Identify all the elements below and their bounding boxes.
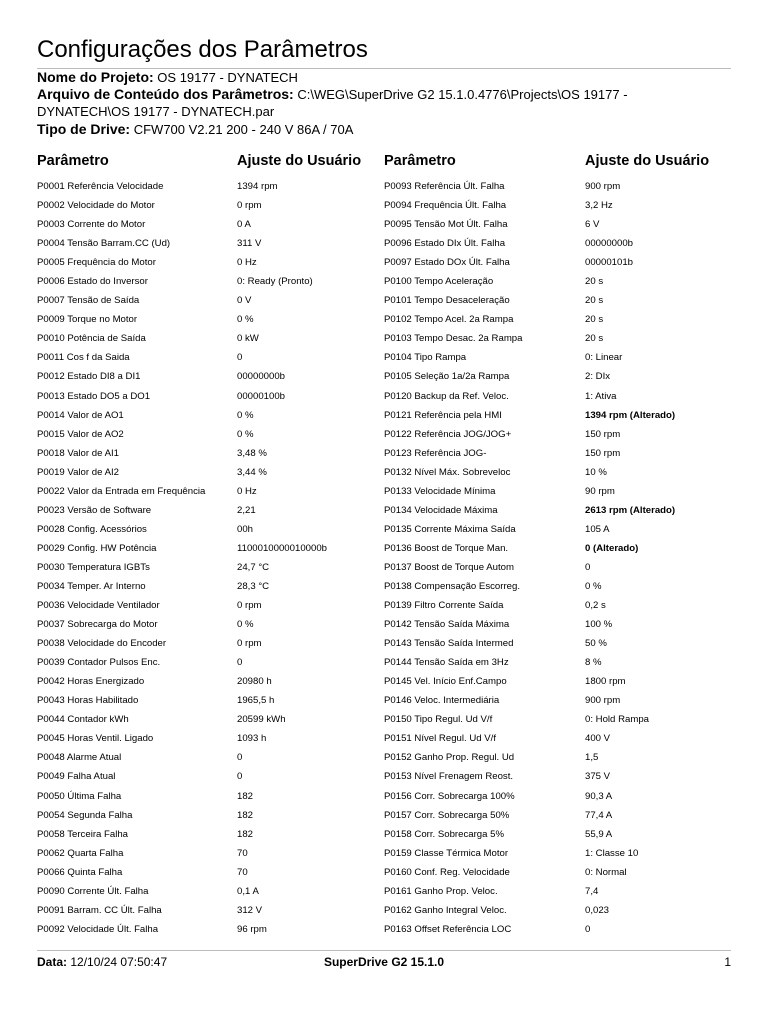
parameter-row: [37, 463, 383, 482]
parameter-value: 0 rpm: [237, 200, 262, 212]
parameter-row: [384, 310, 730, 329]
parameter-name: P0062 Quarta Falha: [37, 847, 124, 859]
parameter-value: 100 %: [585, 619, 613, 631]
parameter-row: [384, 901, 730, 920]
parameter-value: 1394 rpm (Alterado): [585, 409, 676, 421]
parameter-row: [384, 672, 730, 691]
parameter-value: 0: [237, 752, 243, 764]
column-header: [37, 153, 383, 173]
parameter-row: [384, 748, 730, 767]
parameter-value: 24,7 °C: [237, 561, 270, 573]
parameter-value: 6 V: [585, 219, 600, 231]
parameter-value: 0 rpm: [237, 600, 262, 612]
parameter-row: [384, 844, 730, 863]
file-value-line2: DYNATECH\OS 19177 - DYNATECH.par: [37, 104, 275, 119]
parameter-value: 0 %: [237, 314, 254, 326]
parameter-name: P0097 Estado DOx Últ. Falha: [384, 257, 510, 269]
parameter-row: [384, 196, 730, 215]
parameter-value: 150 rpm: [585, 447, 621, 459]
parameter-row: [384, 653, 730, 672]
parameter-name: P0006 Estado do Inversor: [37, 276, 148, 288]
footer-page-number: 1: [724, 955, 731, 969]
header-user-setting: Ajuste do Usuário: [237, 153, 362, 169]
parameter-column-left: [37, 153, 383, 939]
parameter-name: P0012 Estado DI8 a DI1: [37, 371, 141, 383]
parameter-row: [37, 329, 383, 348]
parameter-name: P0045 Horas Ventil. Ligado: [37, 733, 154, 745]
page-title: Configurações dos Parâmetros: [37, 36, 368, 63]
parameter-value: 00000101b: [585, 257, 634, 269]
parameter-value: 0 kW: [237, 333, 259, 345]
parameter-row: [384, 520, 730, 539]
parameter-name: P0151 Nível Regul. Ud V/f: [384, 733, 496, 745]
parameter-row: [37, 672, 383, 691]
footer: [37, 955, 731, 975]
parameter-row: [37, 577, 383, 596]
parameter-name: P0050 Última Falha: [37, 790, 122, 802]
parameter-name: P0162 Ganho Integral Veloc.: [384, 904, 507, 916]
parameter-row: [37, 310, 383, 329]
parameter-name: P0094 Frequência Últ. Falha: [384, 200, 507, 212]
parameter-name: P0090 Corrente Últ. Falha: [37, 885, 149, 897]
parameter-name: P0093 Referência Últ. Falha: [384, 181, 505, 192]
parameter-row: [37, 825, 383, 844]
parameter-value: 0 %: [237, 428, 254, 440]
parameter-value: 0 Hz: [237, 485, 257, 497]
parameter-name: P0133 Velocidade Mínima: [384, 485, 496, 497]
parameter-value: 900 rpm: [585, 695, 621, 707]
parameter-name: P0029 Config. HW Potência: [37, 542, 157, 554]
parameter-value: 0 rpm: [237, 638, 262, 650]
parameter-value: 10 %: [585, 466, 607, 478]
bottom-divider: [37, 950, 731, 951]
parameter-name: P0096 Estado DIx Últ. Falha: [384, 238, 506, 250]
parameter-row: [37, 901, 383, 920]
parameter-rows-left: [37, 177, 383, 939]
parameter-value: 900 rpm: [585, 181, 621, 192]
parameter-value: 90,3 A: [585, 790, 613, 802]
parameter-name: P0039 Contador Pulsos Enc.: [37, 657, 161, 669]
parameter-row: [384, 348, 730, 367]
parameter-name: P0138 Compensação Escorreg.: [384, 580, 520, 592]
parameter-name: P0144 Tensão Saída em 3Hz: [384, 657, 509, 669]
parameter-value: 0: [585, 561, 591, 573]
parameter-name: P0004 Tensão Barram.CC (Ud): [37, 238, 171, 250]
parameter-value: 7,4: [585, 885, 599, 897]
parameter-row: [37, 177, 383, 196]
parameter-value: 182: [237, 828, 254, 840]
parameter-value: 0: Normal: [585, 866, 627, 878]
parameter-value: 375 V: [585, 771, 611, 783]
parameter-row: [384, 425, 730, 444]
parameter-row: [37, 787, 383, 806]
parameter-row: [37, 215, 383, 234]
parameter-name: P0160 Conf. Reg. Velocidade: [384, 866, 510, 878]
parameter-row: [37, 615, 383, 634]
parameter-name: P0105 Seleção 1a/2a Rampa: [384, 371, 510, 383]
parameter-value: 0 %: [585, 580, 602, 592]
parameter-row: [37, 444, 383, 463]
parameter-row: [37, 425, 383, 444]
file-line: [37, 86, 731, 120]
parameter-name: P0049 Falha Atual: [37, 771, 116, 783]
parameter-rows-right: [384, 177, 730, 939]
parameter-row: [384, 272, 730, 291]
parameter-value: 20 s: [585, 314, 604, 326]
parameter-row: [384, 177, 730, 196]
parameter-value: 312 V: [237, 904, 263, 916]
parameter-value: 1100010000010000b: [237, 542, 327, 554]
parameter-value: 0: [585, 923, 591, 935]
parameter-value: 400 V: [585, 733, 611, 745]
parameter-value: 0,1 A: [237, 885, 259, 897]
parameter-value: 0 A: [237, 219, 251, 231]
parameter-name: P0139 Filtro Corrente Saída: [384, 600, 504, 612]
parameter-name: P0123 Referência JOG-: [384, 447, 487, 459]
file-value-line1: C:\WEG\SuperDrive G2 15.1.0.4776\Projects\OS 19177 -: [297, 87, 628, 102]
parameter-value: 3,48 %: [237, 447, 267, 459]
parameter-row: [384, 634, 730, 653]
parameter-row: [384, 558, 730, 577]
parameter-row: [37, 539, 383, 558]
parameter-row: [37, 501, 383, 520]
parameter-name: P0092 Velocidade Últ. Falha: [37, 923, 159, 935]
parameter-value: 0 (Alterado): [585, 542, 639, 554]
parameter-name: P0013 Estado DO5 a DO1: [37, 390, 151, 402]
parameter-row: [384, 463, 730, 482]
parameter-name: P0134 Velocidade Máxima: [384, 504, 498, 516]
parameter-name: P0003 Corrente do Motor: [37, 219, 146, 231]
parameter-value: 20980 h: [237, 676, 272, 688]
parameter-name: P0150 Tipo Regul. Ud V/f: [384, 714, 493, 726]
parameter-row: [384, 234, 730, 253]
parameter-row: [37, 272, 383, 291]
parameter-row: [37, 253, 383, 272]
footer-date-value: 12/10/24 07:50:47: [70, 955, 168, 969]
parameter-name: P0002 Velocidade do Motor: [37, 200, 155, 212]
parameter-value: 1,5: [585, 752, 599, 764]
parameter-row: [37, 729, 383, 748]
header-parameter: Parâmetro: [384, 153, 456, 169]
parameter-row: [37, 196, 383, 215]
parameter-name: P0132 Nível Máx. Sobreveloc: [384, 466, 511, 478]
parameter-value: 00h: [237, 523, 254, 535]
parameter-value: 2613 rpm (Alterado): [585, 504, 676, 516]
parameter-row: [37, 348, 383, 367]
parameter-value: 0: Hold Rampa: [585, 714, 649, 726]
parameter-name: P0015 Valor de AO2: [37, 428, 124, 440]
header-parameter: Parâmetro: [37, 153, 109, 169]
parameter-row: [37, 767, 383, 786]
parameter-row: [384, 577, 730, 596]
column-header: [384, 153, 730, 173]
drive-value: CFW700 V2.21 200 - 240 V 86A / 70A: [133, 122, 354, 137]
parameter-row: [37, 406, 383, 425]
parameter-value: 2: DIx: [585, 371, 611, 383]
parameter-row: [384, 882, 730, 901]
parameter-name: P0058 Terceira Falha: [37, 828, 129, 840]
parameter-value: 182: [237, 809, 254, 821]
parameter-name: P0037 Sobrecarga do Motor: [37, 619, 158, 631]
parameter-name: P0044 Contador kWh: [37, 714, 129, 726]
parameter-row: [384, 482, 730, 501]
parameter-value: 77,4 A: [585, 809, 613, 821]
parameter-name: P0001 Referência Velocidade: [37, 181, 164, 192]
parameter-row: [384, 863, 730, 882]
parameter-value: 0: Ready (Pronto): [237, 276, 313, 288]
parameter-row: [384, 806, 730, 825]
parameter-name: P0103 Tempo Desac. 2a Rampa: [384, 333, 523, 345]
parameter-name: P0036 Velocidade Ventilador: [37, 600, 160, 612]
parameter-name: P0153 Nível Frenagem Reost.: [384, 771, 514, 783]
parameter-name: P0142 Tensão Saída Máxima: [384, 619, 510, 631]
parameter-row: [37, 806, 383, 825]
parameter-name: P0122 Referência JOG/JOG+: [384, 428, 512, 440]
parameter-row: [384, 253, 730, 272]
parameter-value: 20 s: [585, 333, 604, 345]
parameter-value: 182: [237, 790, 254, 802]
parameter-value: 2,21: [237, 504, 256, 516]
parameter-name: P0157 Corr. Sobrecarga 50%: [384, 809, 510, 821]
parameter-name: P0095 Tensão Mot Últ. Falha: [384, 219, 508, 231]
project-line: [37, 69, 731, 86]
parameter-name: P0054 Segunda Falha: [37, 809, 133, 821]
parameter-value: 3,2 Hz: [585, 200, 613, 212]
parameter-value: 00000000b: [237, 371, 286, 383]
parameter-row: [37, 920, 383, 939]
parameter-row: [384, 920, 730, 939]
parameter-value: 20 s: [585, 276, 604, 288]
parameter-value: 0: [237, 771, 243, 783]
parameter-name: P0120 Backup da Ref. Veloc.: [384, 390, 509, 402]
parameter-name: P0034 Temper. Ar Interno: [37, 580, 146, 592]
parameter-row: [37, 653, 383, 672]
project-value: OS 19177 - DYNATECH: [157, 70, 298, 85]
parameter-row: [37, 634, 383, 653]
file-label: Arquivo de Conteúdo dos Parâmetros:: [37, 86, 294, 102]
parameter-name: P0136 Boost de Torque Man.: [384, 542, 509, 554]
parameter-value: 96 rpm: [237, 923, 267, 935]
parameter-name: P0145 Vel. Início Enf.Campo: [384, 676, 507, 688]
parameter-name: P0007 Tensão de Saída: [37, 295, 140, 307]
parameter-row: [384, 787, 730, 806]
parameter-name: P0010 Potência de Saída: [37, 333, 146, 345]
parameter-name: P0014 Valor de AO1: [37, 409, 124, 421]
parameter-row: [384, 615, 730, 634]
parameter-name: P0038 Velocidade do Encoder: [37, 638, 167, 650]
parameter-row: [37, 482, 383, 501]
parameter-value: 105 A: [585, 523, 610, 535]
parameter-row: [384, 329, 730, 348]
parameter-value: 1394 rpm: [237, 181, 278, 192]
parameter-name: P0146 Veloc. Intermediária: [384, 695, 500, 707]
parameter-name: P0159 Classe Térmica Motor: [384, 847, 509, 859]
parameter-name: P0104 Tipo Rampa: [384, 352, 467, 364]
parameter-name: P0101 Tempo Desaceleração: [384, 295, 510, 307]
parameter-row: [384, 767, 730, 786]
parameter-name: P0042 Horas Energizado: [37, 676, 145, 688]
parameter-row: [384, 691, 730, 710]
parameter-row: [37, 863, 383, 882]
parameter-row: [37, 234, 383, 253]
parameter-row: [384, 215, 730, 234]
parameter-row: [37, 844, 383, 863]
parameter-value: 20599 kWh: [237, 714, 286, 726]
parameter-value: 1: Classe 10: [585, 847, 639, 859]
parameter-name: P0100 Tempo Aceleração: [384, 276, 494, 288]
parameter-name: P0135 Corrente Máxima Saída: [384, 523, 516, 535]
parameter-value: 1: Ativa: [585, 390, 617, 402]
parameter-row: [37, 558, 383, 577]
parameter-name: P0163 Offset Referência LOC: [384, 923, 512, 935]
parameter-name: P0023 Versão de Software: [37, 504, 152, 516]
parameter-row: [384, 291, 730, 310]
parameter-value: 0 V: [237, 295, 252, 307]
parameter-name: P0028 Config. Acessórios: [37, 523, 147, 535]
parameter-value: 1965,5 h: [237, 695, 275, 707]
project-label: Nome do Projeto:: [37, 69, 154, 85]
parameter-name: P0043 Horas Habilitado: [37, 695, 139, 707]
parameter-value: 1800 rpm: [585, 676, 626, 688]
parameter-value: 0 %: [237, 409, 254, 421]
parameter-value: 0,2 s: [585, 600, 606, 612]
parameter-row: [384, 710, 730, 729]
parameter-row: [384, 406, 730, 425]
parameter-value: 90 rpm: [585, 485, 615, 497]
parameter-row: [384, 539, 730, 558]
parameter-column-right: [384, 153, 730, 939]
parameter-row: [37, 691, 383, 710]
parameter-value: 50 %: [585, 638, 607, 650]
parameter-name: P0152 Ganho Prop. Regul. Ud: [384, 752, 515, 764]
parameter-row: [384, 729, 730, 748]
parameter-name: P0009 Torque no Motor: [37, 314, 138, 326]
parameter-value: 3,44 %: [237, 466, 267, 478]
parameter-name: P0018 Valor de AI1: [37, 447, 119, 459]
parameter-row: [37, 367, 383, 386]
parameter-value: 0: [237, 657, 243, 669]
footer-app-name: SuperDrive G2 15.1.0: [323, 955, 445, 969]
parameter-value: 0: Linear: [585, 352, 623, 364]
parameter-value: 0 %: [237, 619, 254, 631]
parameter-row: [384, 596, 730, 615]
parameter-row: [384, 367, 730, 386]
parameter-name: P0030 Temperatura IGBTs: [37, 561, 150, 573]
parameter-value: 28,3 °C: [237, 580, 270, 592]
footer-date-label: Data:: [37, 955, 68, 969]
parameter-value: 311 V: [237, 238, 262, 250]
parameter-value: 0,023: [585, 904, 610, 916]
parameter-name: P0048 Alarme Atual: [37, 752, 122, 764]
parameter-value: 0: [237, 352, 243, 364]
drive-label: Tipo de Drive:: [37, 121, 131, 137]
parameter-row: [384, 501, 730, 520]
parameter-value: 55,9 A: [585, 828, 613, 840]
parameter-name: P0102 Tempo Acel. 2a Rampa: [384, 314, 514, 326]
header-user-setting: Ajuste do Usuário: [585, 153, 710, 169]
parameter-name: P0161 Ganho Prop. Veloc.: [384, 885, 498, 897]
parameter-name: P0019 Valor de AI2: [37, 466, 119, 478]
parameter-row: [384, 825, 730, 844]
parameter-name: P0121 Referência pela HMI: [384, 409, 502, 421]
parameter-row: [37, 596, 383, 615]
parameter-value: 70: [237, 847, 248, 859]
parameter-row: [37, 387, 383, 406]
parameter-value: 1093 h: [237, 733, 267, 745]
parameter-row: [37, 710, 383, 729]
parameter-name: P0137 Boost de Torque Autom: [384, 561, 514, 573]
parameter-value: 00000000b: [585, 238, 634, 250]
drive-line: [37, 121, 731, 138]
parameter-value: 20 s: [585, 295, 604, 307]
parameter-name: P0066 Quinta Falha: [37, 866, 123, 878]
parameter-name: P0091 Barram. CC Últ. Falha: [37, 904, 162, 916]
parameter-value: 150 rpm: [585, 428, 621, 440]
parameter-name: P0005 Frequência do Motor: [37, 257, 156, 269]
parameter-name: P0156 Corr. Sobrecarga 100%: [384, 790, 515, 802]
parameter-name: P0022 Valor da Entrada em Frequência: [37, 485, 206, 497]
parameter-name: P0158 Corr. Sobrecarga 5%: [384, 828, 504, 840]
parameter-name: P0011 Cos f da Saida: [37, 352, 130, 364]
parameter-row: [37, 882, 383, 901]
parameter-row: [384, 444, 730, 463]
parameter-value: 00000100b: [237, 390, 286, 402]
parameter-value: 70: [237, 866, 248, 878]
parameter-name: P0143 Tensão Saída Intermed: [384, 638, 514, 650]
parameter-row: [37, 291, 383, 310]
parameter-row: [37, 520, 383, 539]
parameter-value: 0 Hz: [237, 257, 257, 269]
parameter-row: [37, 748, 383, 767]
parameter-row: [384, 387, 730, 406]
parameter-value: 8 %: [585, 657, 602, 669]
